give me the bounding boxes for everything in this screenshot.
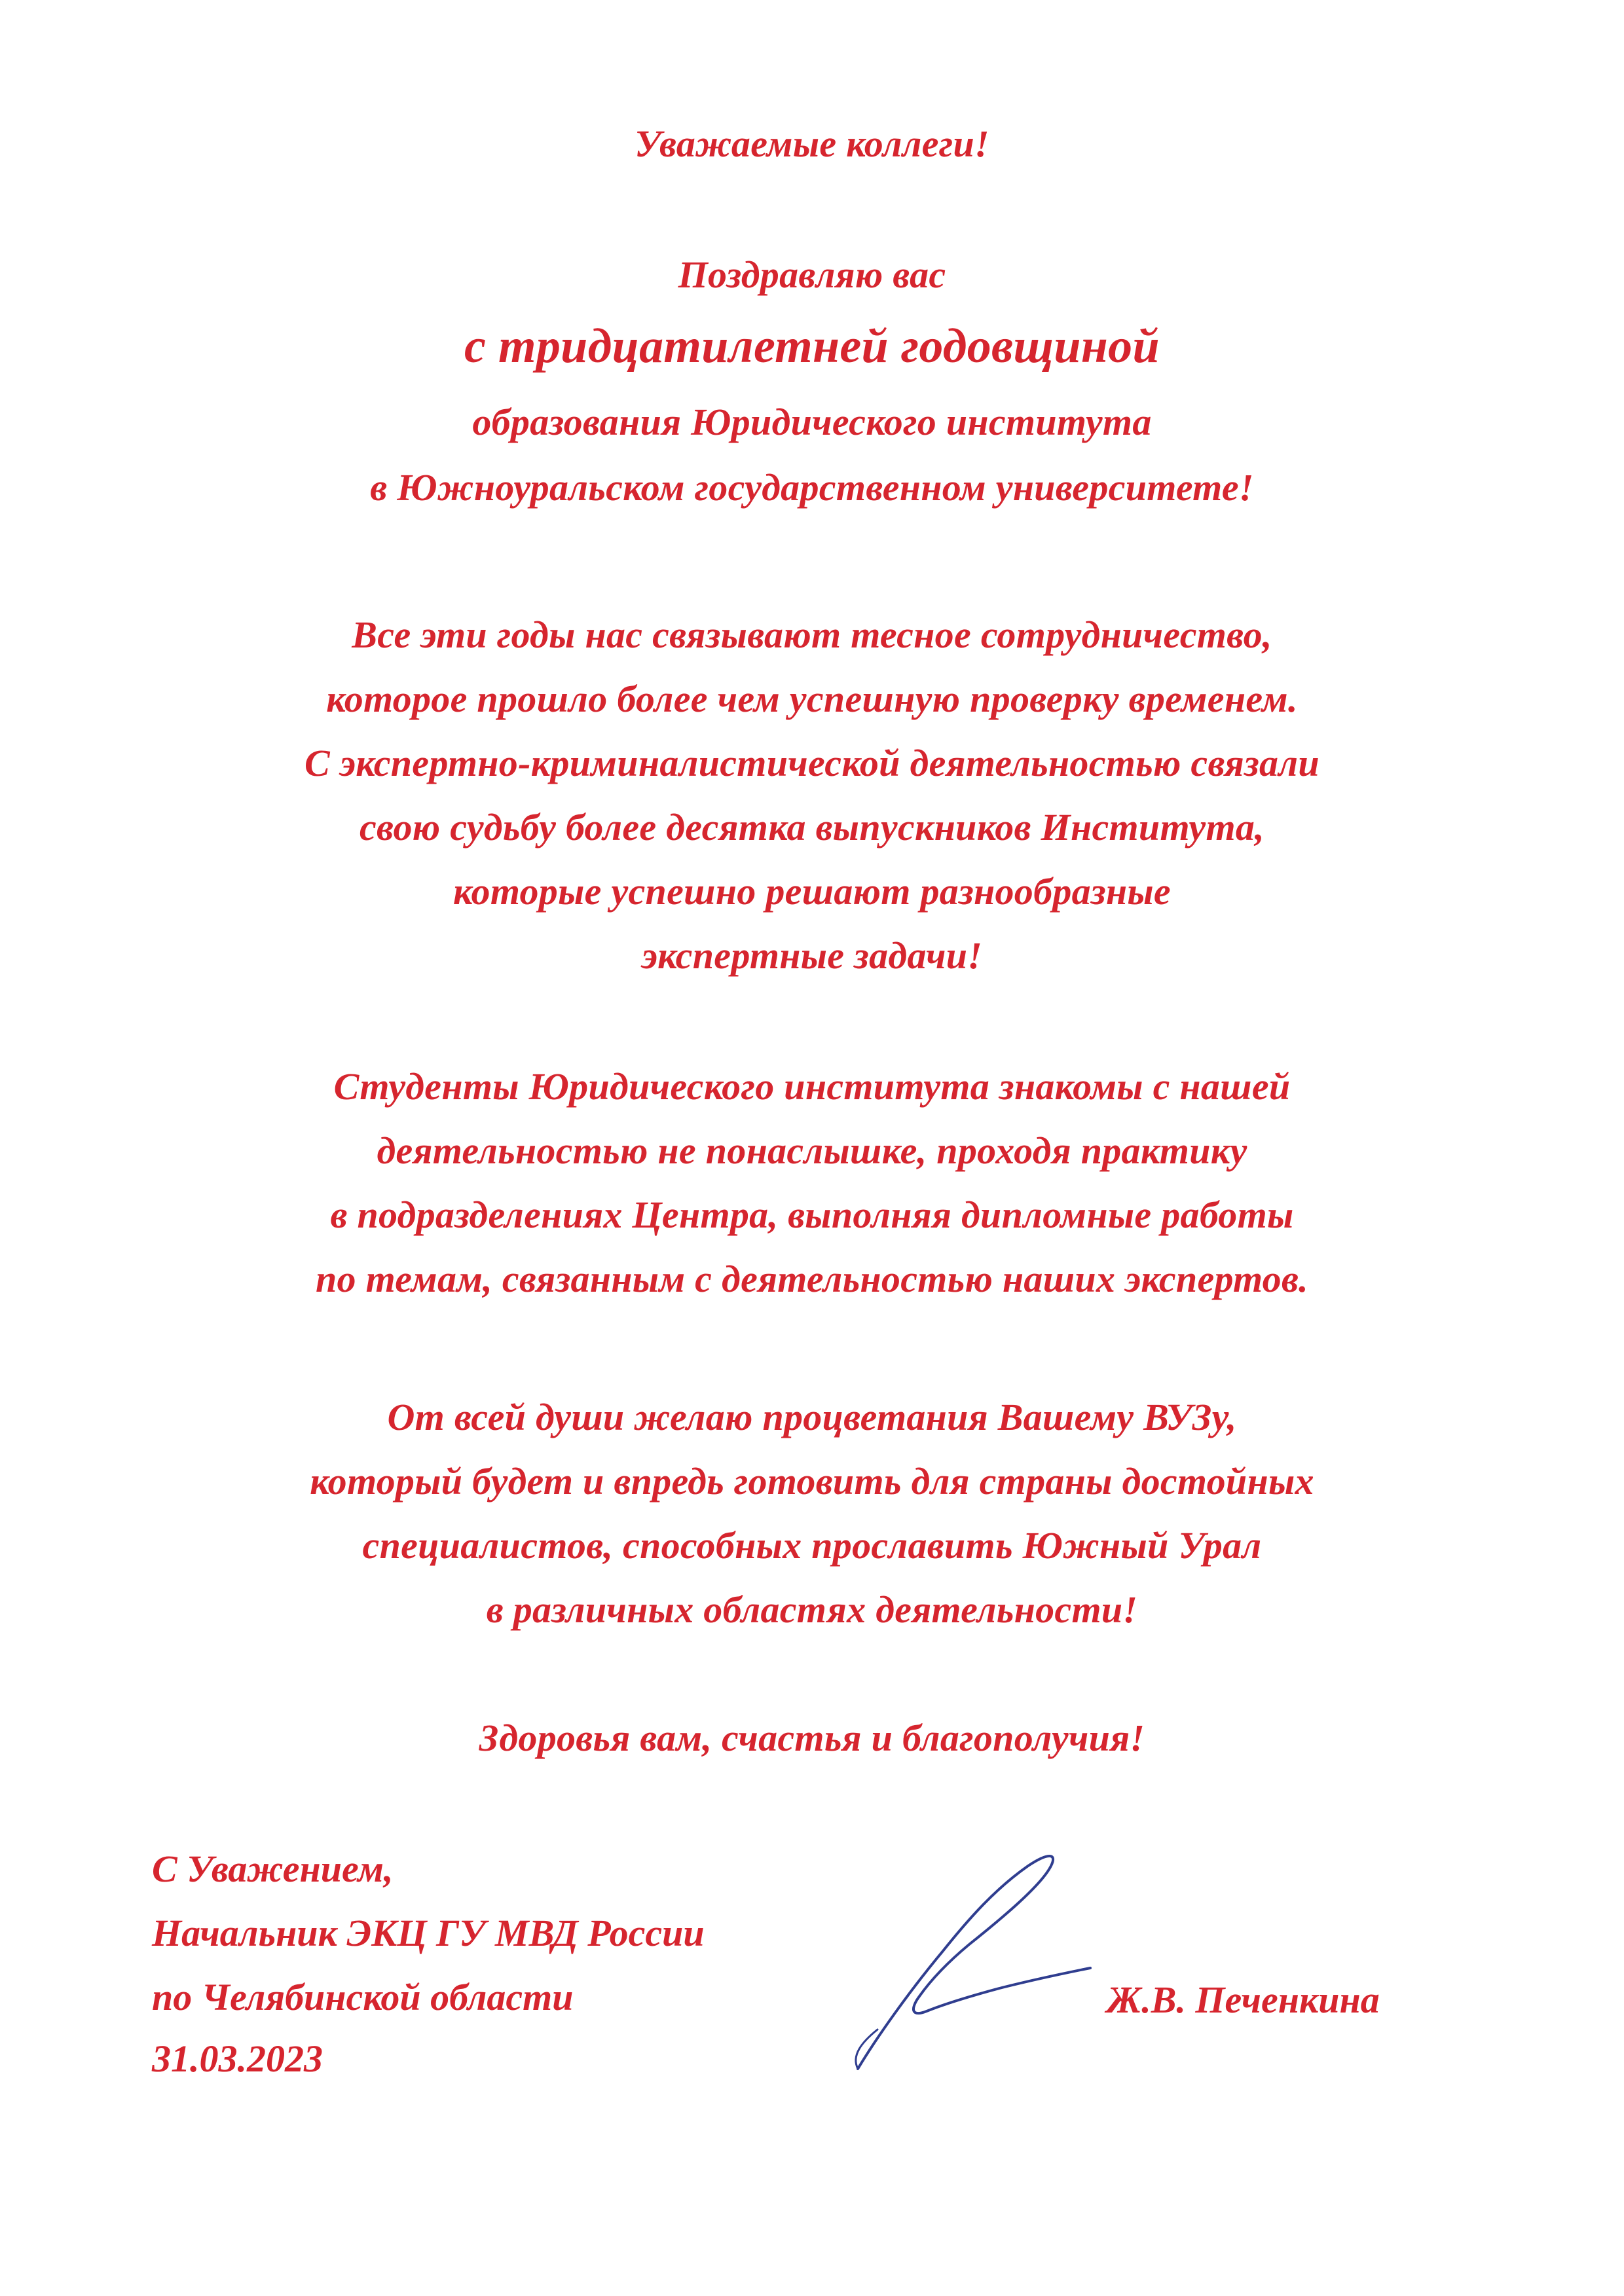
greeting: Уважаемые коллеги! xyxy=(635,122,989,165)
position-line-2: по Челябинской области xyxy=(152,1976,574,2018)
paragraph-1-line-6: экспертные задачи! xyxy=(641,934,983,977)
paragraph-1-line-1: Все эти годы нас связывают тесное сотрудничество, xyxy=(352,613,1272,656)
handwritten-signature-icon xyxy=(832,1840,1107,2088)
congrats-line-4: в Южноуральском государственном университете! xyxy=(370,466,1254,509)
paragraph-1-line-2: которое прошло более чем успешную проверку временем. xyxy=(326,678,1298,720)
paragraph-2-line-2: деятельностью не понаслышке, проходя практику xyxy=(377,1129,1247,1172)
paragraph-3-line-4: в различных областях деятельности! xyxy=(486,1588,1138,1631)
closing: С Уважением, xyxy=(152,1848,394,1890)
paragraph-1-line-5: которые успешно решают разнообразные xyxy=(453,870,1171,913)
paragraph-1-line-3: С экспертно-криминалистической деятельностью связали xyxy=(304,742,1320,784)
congrats-line-1: Поздравляю вас xyxy=(678,253,946,296)
paragraph-3-line-2: который будет и впредь готовить для страны достойных xyxy=(310,1460,1314,1503)
wishes: Здоровья вам, счастья и благополучия! xyxy=(479,1717,1145,1759)
letter-date: 31.03.2023 xyxy=(152,2037,323,2080)
signer-name: Ж.В. Печенкина xyxy=(1107,1978,1380,2021)
paragraph-3-line-3: специалистов, способных прославить Южный Урал xyxy=(362,1524,1262,1567)
paragraph-2-line-4: по темам, связанным с деятельностью наших экспертов. xyxy=(316,1258,1308,1300)
paragraph-2-line-1: Студенты Юридического института знакомы с нашей xyxy=(333,1065,1291,1108)
paragraph-3-line-1: От всей души желаю процветания Вашему ВУЗу, xyxy=(387,1396,1237,1438)
paragraph-1-line-4: свою судьбу более десятка выпускников Института, xyxy=(360,806,1264,848)
position-line-1: Начальник ЭКЦ ГУ МВД России xyxy=(152,1912,705,1954)
congrats-line-2: с тридцатилетней годовщиной xyxy=(464,319,1160,373)
paragraph-2-line-3: в подразделениях Центра, выполняя дипломные работы xyxy=(330,1194,1294,1236)
congrats-line-3: образования Юридического института xyxy=(472,401,1152,443)
